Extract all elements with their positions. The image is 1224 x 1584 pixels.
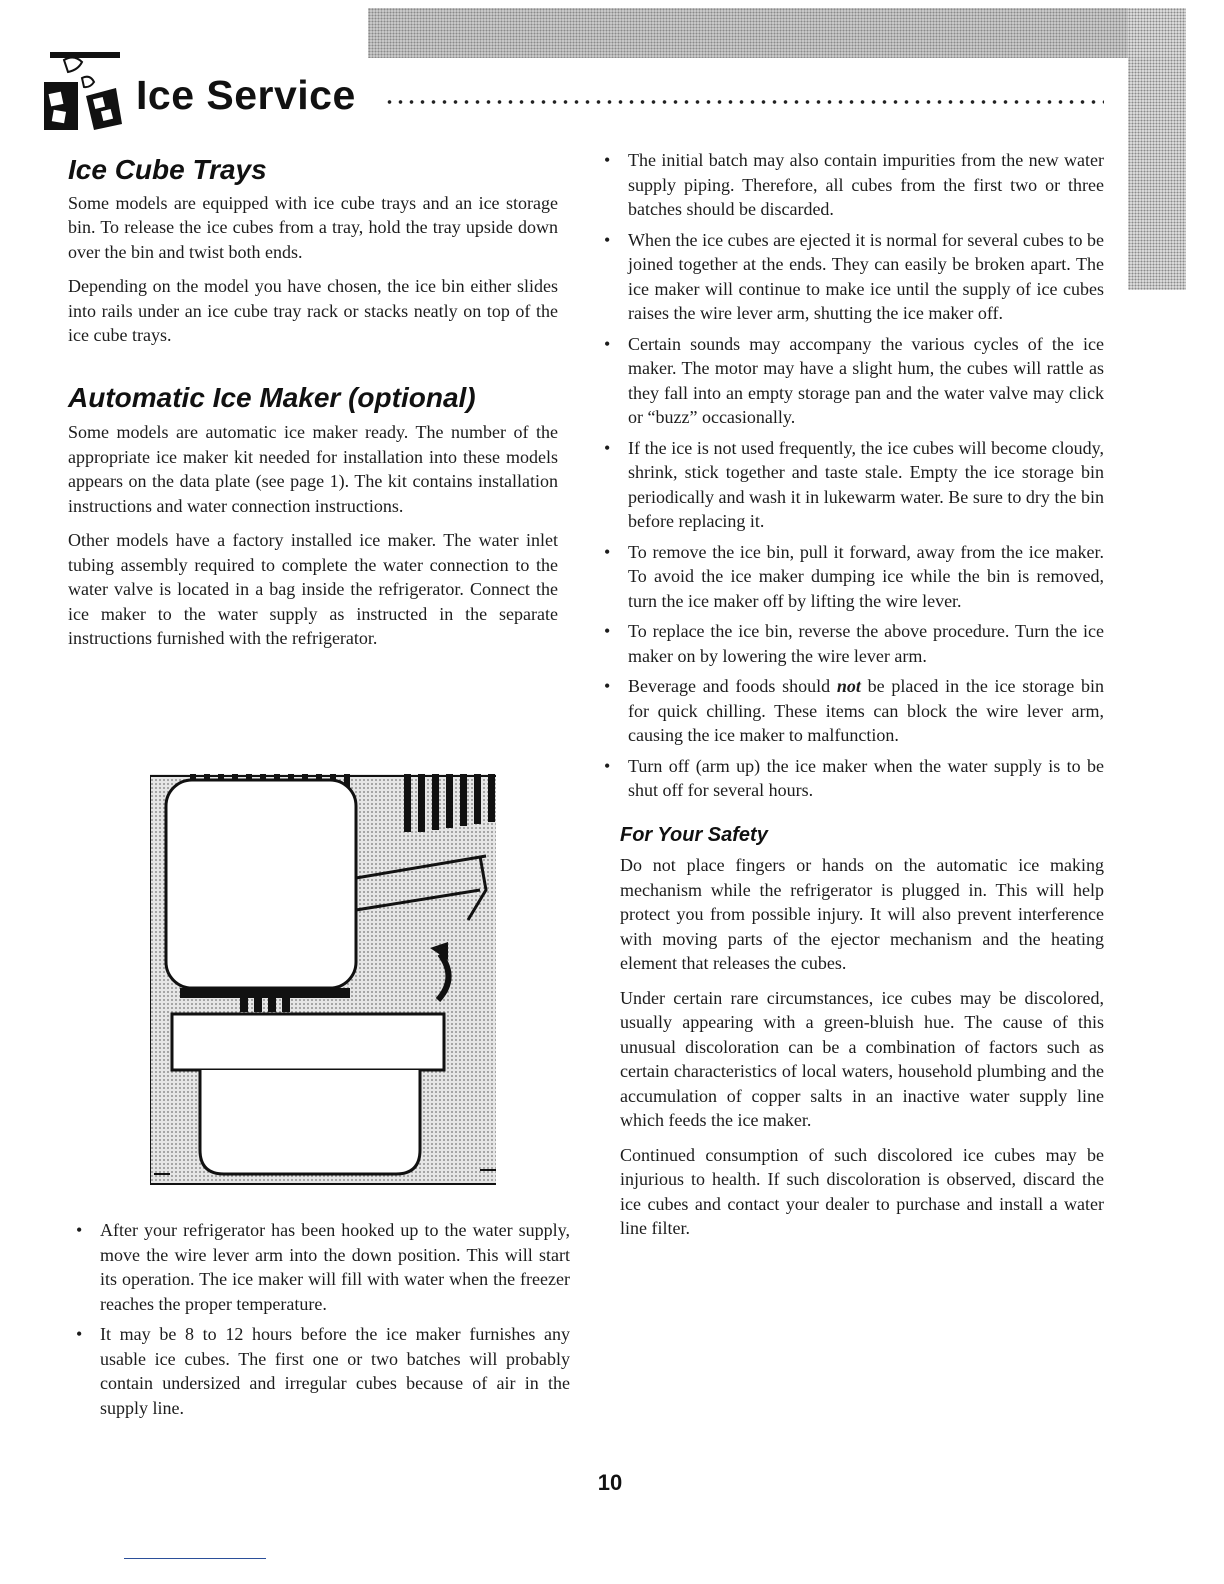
list-item: • Certain sounds may accompany the various cycles of the ice maker. The motor may have a slight hum, the cubes will rattle as they fall into an empty storage pan and the water valve may click or “buzz” occasionally. [604, 333, 1104, 427]
ice-cube-trays-heading: Ice Cube Trays [68, 154, 267, 185]
paragraph: Other models have a factory installed ice maker. The water inlet tubing assembly required to complete the water connection to the water valve is located in a bag inside the refrigerator. Connect the ice maker to the water supply as instructed in the separate instructions furnished with the refrigerator. [68, 530, 558, 648]
list-item: • After your refrigerator has been hooked up to the water supply, move the wire lever arm into the down position. This will start its operation. The ice maker will fill with water when the freezer reaches the proper temperature. [76, 1220, 570, 1314]
ice-cubes-icon [44, 52, 124, 132]
list-item: • The initial batch may also contain impurities from the new water supply piping. Therefore, all cubes from the first two or three batches should be discarded. [604, 150, 1104, 219]
left-column-top [68, 154, 558, 661]
paragraph: Some models are automatic ice maker ready. The number of the appropriate ice maker kit needed for installation into these models appears on the data plate (see page 1). The kit contains installation instructions and water connection instructions. [68, 422, 558, 516]
list-item: • Beverage and foods should not be placed in the ice storage bin for quick chilling. These items can block the wire lever arm, causing the ice maker to malfunction. [604, 676, 1104, 745]
automatic-ice-maker-heading: Automatic Ice Maker (optional) [68, 381, 476, 413]
page-number: 10 [597, 1470, 623, 1495]
list-item: • To remove the ice bin, pull it forward, away from the ice maker. To avoid the ice maker dumping ice while the bin is removed, turn the ice maker off by lifting the wire lever. [604, 541, 1104, 611]
list-item: • Turn off (arm up) the ice maker when the water supply is to be shut off for several hours. [604, 755, 1104, 800]
safety-section [604, 853, 1104, 1241]
list-item: • When the ice cubes are ejected it is normal for several cubes to be joined together at the ends. They can easily be broken apart. The ice maker will continue to make ice until the supply of ice cubes raises the wire lever arm, shutting the ice maker off. [604, 229, 1104, 323]
list-item: • To replace the ice bin, reverse the above procedure. Turn the ice maker on by lowering the wire lever arm. [604, 621, 1104, 666]
header-halftone-band [368, 8, 1180, 58]
footer-rule [124, 1558, 266, 1559]
ice-maker-illustration [150, 770, 496, 1190]
paragraph: Under certain rare circumstances, ice cubes may be discolored, usually appearing with a green-bluish hue. The cause of this unusual discoloration can be a combination of factors such as certain characteristics of local waters, household plumbing and the accumulation of copper salts in an inactive water supply line which feeds the ice maker. [620, 987, 1104, 1130]
for-your-safety-heading: For Your Safety [620, 823, 768, 846]
paragraph: Do not place fingers or hands on the automatic ice making mechanism while the refrigerator is plugged in. This will help protect you from possible injury. It will also prevent interference with moving parts of the ejector mechanism and the heating element that releases the cubes. [620, 855, 1104, 973]
paragraph: Continued consumption of such discolored ice cubes may be injurious to health. If such discoloration is observed, discard the ice cubes and contact your dealer to purchase and install a water line filter. [620, 1144, 1104, 1238]
list-item: • It may be 8 to 12 hours before the ice maker furnishes any usable ice cubes. The first one or two batches will probably contain undersized and irregular cubes because of air in the supply line. [76, 1324, 570, 1418]
right-column [604, 148, 1104, 1251]
page-title: Ice Service [136, 72, 356, 118]
left-column-bullets [76, 1218, 570, 1426]
margin-halftone-strip [1128, 8, 1186, 290]
emphasis-not: not [836, 676, 861, 696]
title-leader-dots [384, 100, 1104, 104]
list-item: • If the ice is not used frequently, the ice cubes will become cloudy, shrink, stick together and taste stale. Empty the ice storage bin periodically and wash it in lukewarm water. Be sure to dry the bin before replacing it. [604, 437, 1104, 531]
paragraph: Some models are equipped with ice cube trays and an ice storage bin. To release the ice cubes from a tray, hold the tray upside down over the bin and twist both ends. [68, 192, 558, 262]
paragraph: Depending on the model you have chosen, the ice bin either slides into rails under an ice cube tray rack or stacks neatly on top of the ice cube trays. [68, 276, 558, 345]
